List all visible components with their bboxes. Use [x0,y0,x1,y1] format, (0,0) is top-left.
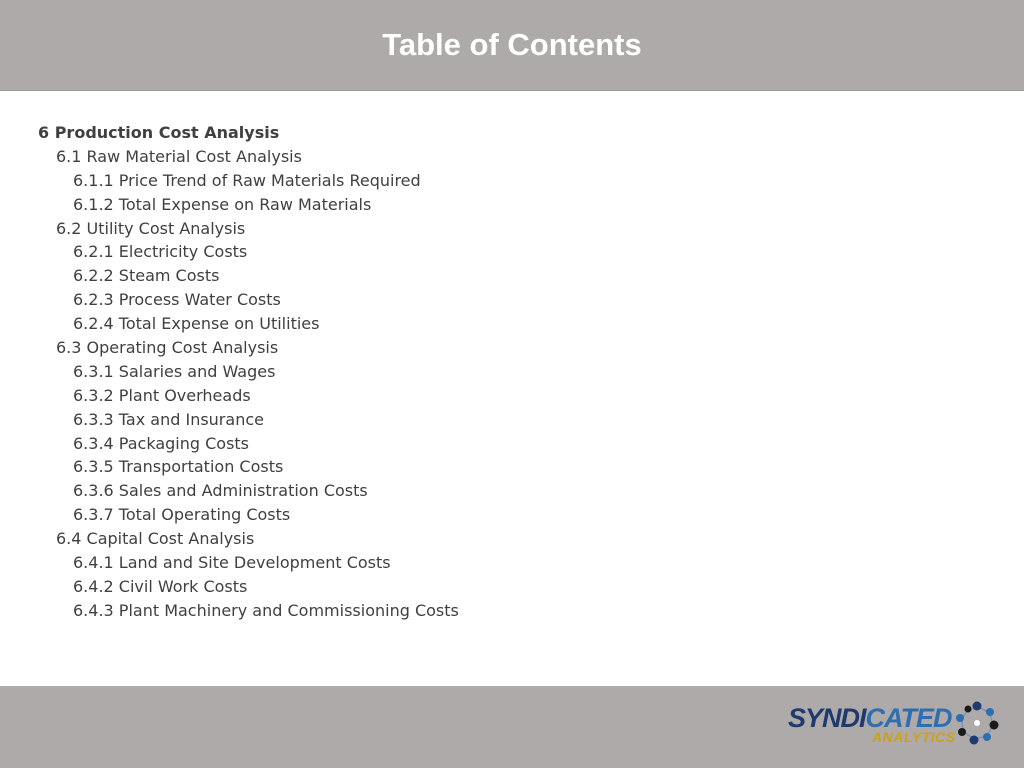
toc-subitem: 6.4.2 Civil Work Costs [73,576,248,596]
toc-subitem: 6.3.5 Transportation Costs [73,457,284,477]
molecule-ring-icon [954,700,1000,746]
toc-subitem: 6.2.1 Electricity Costs [73,242,248,262]
toc-subsection-item: 6.1 Raw Material Cost Analysis [56,146,302,166]
toc-section-heading: 6 Production Cost Analysis [38,123,280,142]
toc-subitem: 6.3.4 Packaging Costs [73,433,250,453]
toc-subitem: 6.2.3 Process Water Costs [73,290,281,310]
footer-bar [0,686,1024,768]
logo-word-part2: CATED [865,703,952,733]
logo-wordmark [788,704,952,732]
logo-word-part1: SYNDI [788,703,866,733]
toc-subitem: 6.1.2 Total Expense on Raw Materials [73,194,372,214]
toc-subitem: 6.1.1 Price Trend of Raw Materials Required [73,170,421,190]
toc-subsection-item: 6.3 Operating Cost Analysis [56,338,279,358]
toc-subsection-item: 6.2 Utility Cost Analysis [56,218,246,238]
toc-subitem: 6.3.6 Sales and Administration Costs [73,481,368,501]
toc-subsection-item: 6.4 Capital Cost Analysis [56,529,255,549]
toc-subitem: 6.4.3 Plant Machinery and Commissioning Costs [73,600,459,620]
toc-subitem: 6.2.4 Total Expense on Utilities [73,314,320,334]
toc-subitem: 6.3.7 Total Operating Costs [73,505,291,525]
toc-subitem: 6.2.2 Steam Costs [73,266,220,286]
toc-subitem: 6.3.1 Salaries and Wages [73,361,276,381]
toc-subitem: 6.4.1 Land and Site Development Costs [73,553,391,573]
company-logo [788,700,1000,752]
toc-subitem: 6.3.3 Tax and Insurance [73,409,264,429]
header-bar [0,0,1024,91]
table-of-contents [38,121,459,623]
toc-subitem: 6.3.2 Plant Overheads [73,385,251,405]
logo-subtitle: ANALYTICS [872,729,956,745]
page-title: Table of Contents [382,27,642,62]
